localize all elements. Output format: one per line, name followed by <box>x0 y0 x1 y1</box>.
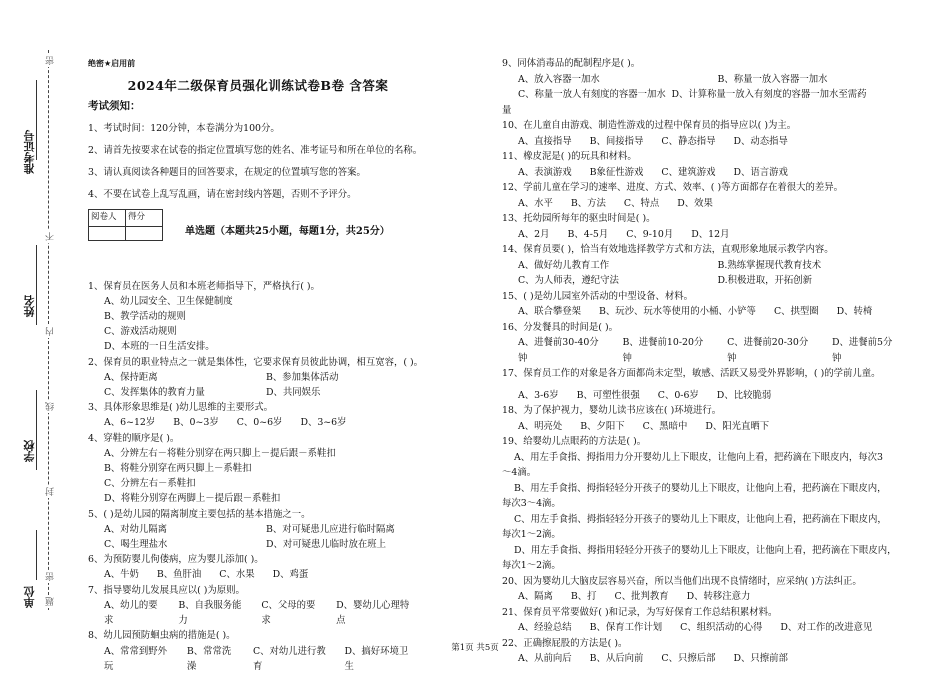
option: B、夕阳下 <box>580 420 625 432</box>
seal-word: 不 <box>46 232 56 241</box>
option: D、将鞋分别穿在两脚上－提后跟－系鞋扣 <box>104 493 281 505</box>
option: C、喝生理盐水 <box>104 539 168 551</box>
option: D.积极进取，开拓创新 <box>717 275 813 286</box>
option: A、3-6岁 <box>518 389 559 401</box>
option: C、分辨左右－系鞋扣 <box>104 478 196 490</box>
option: B.熟练掌握现代教育技术 <box>717 259 822 271</box>
option: C、对幼儿进行教育 <box>252 645 326 672</box>
school-label: 学校 <box>23 440 36 462</box>
option: A、隔离 <box>518 591 553 602</box>
option: A、2月 <box>518 228 550 240</box>
notice-item: 3、请认真阅读各种题目的回答要求，在规定的位置填写您的答案。 <box>88 167 366 179</box>
option-row <box>502 589 917 605</box>
option: C、组织活动的心得 <box>680 622 763 633</box>
option: D、婴幼儿心理特点 <box>336 599 410 627</box>
secret-mark: 绝密★启用前 <box>88 59 136 68</box>
option: A、直接指导 <box>518 135 572 147</box>
option: D、比较脆弱 <box>716 389 772 401</box>
option-row <box>502 258 917 274</box>
question-stem: 5、( )是幼儿园的隔离制度主要包括的基本措施之一。 <box>88 508 311 520</box>
option: C、用左手食指、拇指轻轻分开孩子的婴幼儿上下眼皮，让他向上看，把药滴在下眼皮内， <box>514 513 887 525</box>
page-number: 第1页 共5页 <box>451 643 499 653</box>
option: D、本班的一日生活安排。 <box>104 341 215 353</box>
option-row <box>502 165 917 181</box>
option-row <box>502 388 917 404</box>
question-stem: 4、穿鞋的顺序是( )。 <box>88 432 180 444</box>
option: D、共同娱乐 <box>266 387 321 399</box>
option: D、12月 <box>691 228 730 240</box>
option: C、为人师表，遵纪守法 <box>518 275 619 286</box>
option-row <box>502 87 917 103</box>
question-stem: 8、幼儿园预防蛔虫病的措施是( )。 <box>88 630 236 642</box>
reviewer-header: 阅卷人 <box>89 210 126 226</box>
option: A、明亮处 <box>518 420 563 432</box>
option: D、阳光直晒下 <box>705 420 770 432</box>
school-blank[interactable] <box>36 390 38 470</box>
notice-item: 4、不要在试卷上乱写乱画，请在密封线内答题，否则不予评分。 <box>88 189 357 201</box>
option: C、0~6岁 <box>236 417 283 429</box>
option: C、静态指导 <box>661 135 716 147</box>
question-stem: 10、在儿童自由游戏、制造性游戏的过程中保育员的指导应以( )为主。 <box>502 120 797 131</box>
district-word: 题 <box>46 597 56 606</box>
notice-item: 2、请首先按要求在试卷的指定位置填写您的姓名、准考证号和所在单位的名称。 <box>88 144 423 156</box>
option: D、计算称量一放入有刻度的容器一加水至需药 <box>671 89 867 100</box>
option: B、4-5月 <box>567 228 609 240</box>
option: D、动态指导 <box>733 135 788 147</box>
option: A、分辨左右－将鞋分别穿在两只脚上－提后跟－系鞋扣 <box>104 447 336 459</box>
option: A、6~12岁 <box>104 417 156 429</box>
option: C、只擦后部 <box>661 653 716 664</box>
question-stem: 1、保育员在医务人员和本班老师指导下，严格执行( )。 <box>88 280 320 292</box>
option-continuation: 每次1～2滴。 <box>502 529 561 540</box>
option: D、对可疑患儿临时放在班上 <box>266 539 387 551</box>
question-stem: 22、正确擦屁股的方法是( )。 <box>502 637 628 649</box>
option-row <box>502 227 917 243</box>
seal-word: 封 <box>46 487 56 496</box>
option: A、联合攀登架 <box>518 306 582 317</box>
option: A、经验总结 <box>518 622 572 633</box>
option: A、放入容器一加水 <box>518 73 600 85</box>
exam-no-blank[interactable] <box>36 80 38 160</box>
question-stem: 17、保育员工作的对象是各方面都尚未定型，敏感、活跃又易受外界影响，( )的学前儿童。 <box>502 368 881 379</box>
option-row <box>502 419 917 435</box>
option: D、转椅 <box>836 306 873 317</box>
unit-label: 单位 <box>23 586 36 608</box>
question-stem: 21、保育员平常要做好( )和记录，为写好保育工作总结积累材料。 <box>502 606 778 618</box>
option: A、幼儿园安全、卫生保健制度 <box>104 295 233 307</box>
option-continuation: 量 <box>502 104 512 116</box>
option-row <box>502 620 917 636</box>
name-label: 姓名 <box>23 295 36 317</box>
exam-no-label: 准考证号 <box>23 130 36 174</box>
option: A、幼儿的要求 <box>104 599 158 627</box>
option: A、从前向后 <box>518 653 572 664</box>
option: D、鸡蛋 <box>272 569 309 581</box>
score-cell[interactable] <box>126 226 163 240</box>
option: B、称量一放入容器一加水 <box>717 73 828 85</box>
question-stem: 9、同体消毒品的配制程序是( )。 <box>502 58 641 69</box>
option: C、游戏活动规则 <box>104 326 177 338</box>
option-continuation: 每次3～4滴。 <box>502 498 561 509</box>
option: B象征性游戏 <box>589 166 644 178</box>
name-blank[interactable] <box>36 245 38 325</box>
option: D、效果 <box>677 197 713 209</box>
question-stem: 13、托幼园所每年的驱虫时间是( )。 <box>502 213 656 224</box>
option: B、进餐前10-20分钟 <box>622 337 704 364</box>
question-stem: 15、( )是幼儿园室外活动的中型设备、材料。 <box>502 290 693 302</box>
option: C、父母的要求 <box>261 599 316 627</box>
option: B、打 <box>570 591 597 602</box>
option: C、发挥集体的教育力量 <box>104 387 205 399</box>
option: C、黑暗中 <box>642 420 688 432</box>
option: B、方法 <box>570 197 606 209</box>
option-row <box>88 370 428 385</box>
seal-word: 内 <box>46 327 56 336</box>
option-row <box>502 335 917 366</box>
question-stem: 12、学前儿童在学习的速率、进度、方式、效率、( )等方面都存在着很大的差异。 <box>502 182 843 193</box>
right-column <box>502 56 917 667</box>
option: D、转移注意力 <box>686 591 751 602</box>
section-heading: 单选题（本题共25小题，每题1分，共25分） <box>185 226 390 238</box>
option: B、间接指导 <box>589 135 644 147</box>
binding-strip <box>22 50 60 610</box>
option: B、0~3岁 <box>173 417 219 429</box>
question-stem: 11、橡皮泥是( )的玩具和材料。 <box>502 151 637 162</box>
option: B、用左手食指、拇指轻轻分开孩子的婴幼儿上下眼皮，让他向上看，把药滴在下眼皮内， <box>514 482 887 494</box>
option: D、对工作的改进意见 <box>780 622 873 633</box>
seal-word: 线 <box>46 402 56 411</box>
question-stem: 16、分发餐具的时间是( )。 <box>502 321 618 333</box>
option: C、建筑游戏 <box>661 166 716 178</box>
option: B、自我服务能力 <box>178 599 242 627</box>
exam-title: 2024年二级保育员强化训练试卷B卷 含答案 <box>127 78 389 94</box>
score-row <box>88 209 428 240</box>
unit-blank[interactable] <box>36 530 38 580</box>
option: D、进餐前5分钟 <box>832 337 893 364</box>
option: C、9-10月 <box>626 228 674 240</box>
option: A、保持距离 <box>104 371 158 383</box>
reviewer-cell[interactable] <box>89 226 126 240</box>
option: B、可塑性很强 <box>576 389 640 401</box>
option-row <box>502 651 917 667</box>
option-row <box>88 537 428 552</box>
option-row <box>502 304 917 320</box>
option: D、用左手食指、拇指用轻轻分开孩子的婴幼儿上下眼皮，让他向上看，把药滴在下眼皮内， <box>514 544 897 556</box>
option: C、称量一放人有刻度的容器一加水 <box>518 89 666 100</box>
option: A、水平 <box>518 197 553 209</box>
question-list-left <box>88 279 428 674</box>
option: A、对幼儿隔离 <box>104 523 168 535</box>
option: B、常常洗澡 <box>186 645 232 672</box>
option-row <box>88 415 428 430</box>
question-stem: 7、指导婴幼儿发展具应以( )为原则。 <box>88 584 245 596</box>
question-stem: 20、因为婴幼儿大脑皮层容易兴奋，所以当他们出现不良情绪时，应采纳( )方法纠正。 <box>502 575 862 587</box>
left-column <box>88 56 428 674</box>
option: C、特点 <box>623 197 660 209</box>
option: B、教学活动的规则 <box>104 311 186 323</box>
option: D、只擦前部 <box>733 653 788 664</box>
option: C、拱型圈 <box>773 306 819 317</box>
option: C、批判教育 <box>614 591 669 602</box>
option-row <box>502 72 917 88</box>
option-row <box>88 385 428 400</box>
option: A、牛奶 <box>104 569 139 581</box>
question-stem: 6、为预防婴儿佝偻病，应为婴儿添加( )。 <box>88 554 264 566</box>
option-continuation: ～4滴。 <box>502 467 537 478</box>
question-stem: 19、给婴幼儿点眼药的方法是( )。 <box>502 436 647 447</box>
option-row <box>88 598 428 628</box>
notice-item: 1、考试时间：120分钟，本卷满分为100分。 <box>88 122 280 134</box>
option: B、保育工作计划 <box>589 622 663 633</box>
option: A、表演游戏 <box>518 166 572 178</box>
option: A、进餐前30-40分钟 <box>518 337 599 364</box>
option-row <box>88 567 428 582</box>
option: B、鱼肝油 <box>156 569 202 581</box>
option: B、从后向前 <box>589 653 644 664</box>
option-row <box>502 196 917 212</box>
option: B、参加集体活动 <box>266 371 339 383</box>
option: D、搞好环境卫生 <box>344 645 409 672</box>
option: A、常常到野外玩 <box>104 645 168 672</box>
seal-word: 密 <box>46 56 56 65</box>
option: A、用左手食指、拇指用力分开婴幼儿上下眼皮，让他向上看，把药滴在下眼皮内，每次3 <box>514 451 883 463</box>
option-row <box>502 273 917 289</box>
option: C、进餐前20-30分钟 <box>727 337 809 364</box>
option: D、语言游戏 <box>733 166 788 178</box>
seal-word: 密 <box>46 572 56 581</box>
option: B、对可疑患儿应进行临时隔离 <box>266 523 395 535</box>
notice-heading: 考试须知： <box>88 100 141 113</box>
question-stem: 3、具体形象思维是( )幼儿思维的主要形式。 <box>88 402 274 414</box>
question-stem: 14、保育员要( )，恰当有效地选择教学方式和方法，直观形象地展示教学内容。 <box>502 244 834 255</box>
score-table <box>88 209 163 240</box>
score-header: 得分 <box>126 210 163 226</box>
notice-list <box>88 121 428 203</box>
question-stem: 18、为了保护视力，婴幼儿读书应该在( )环境进行。 <box>502 405 722 416</box>
question-stem: 2、保育员的职业特点之一就是集体性，它要求保育员彼此协调，相互宽容，( )。 <box>88 356 424 368</box>
option-row <box>502 134 917 150</box>
option: D、3~6岁 <box>300 417 347 429</box>
option-row <box>88 522 428 537</box>
option: C、0-6岁 <box>657 389 699 401</box>
option: A、做好幼儿教育工作 <box>518 259 610 271</box>
option-continuation: 每次1～2滴。 <box>502 560 561 571</box>
option: B、将鞋分别穿在两只脚上－系鞋扣 <box>104 463 252 475</box>
option: C、水果 <box>219 569 255 581</box>
option: B、玩沙、玩水等使用的小桶、小铲等 <box>599 306 756 317</box>
